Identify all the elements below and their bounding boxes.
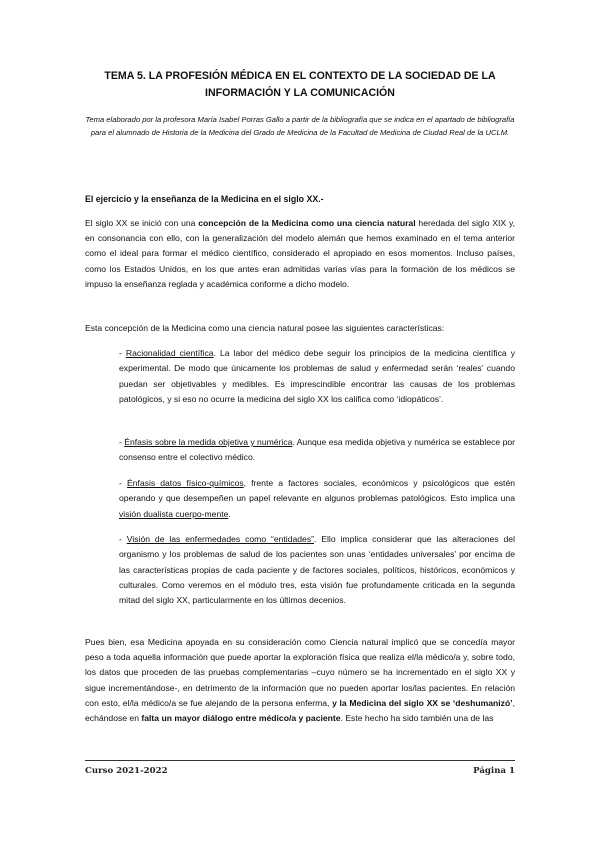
- bullet-term: Énfasis datos físico-químicos: [126, 478, 244, 488]
- bullet-text: . La labor del médico debe seguir los principios de la medicina científica y experimental. De modo que únicamente los problemas de salud y enfermedad serán ‘reales’ cuando puedan ser objetivables y medibles. Es imprescindible encontrar las causas de los problemas patológicos, y si eso no ocurre la medicina del siglo XX los califica como ‘idiopáticos’.: [119, 348, 515, 404]
- intro-bold-concept: concepción de la Medicina como una ciencia natural: [198, 218, 416, 228]
- bullet-dash: -: [119, 437, 125, 447]
- paragraph-characteristics: Esta concepción de la Medicina como una ciencia natural posee las siguientes características:: [85, 323, 445, 333]
- footer-page-number: Página 1: [473, 766, 515, 776]
- author-note: Tema elaborado por la profesora María Isabel Porras Gallo a partir de la bibliografía que se indica en el apartado de bibliografía para el alumnado de Historia de la Medicina del Grado de Medicina de la Facultad de Medicina de Ciudad Real de la UCLM.: [85, 115, 515, 138]
- bullet-text: , frente a factores sociales, económicos y psicológicos que estén operando y que desempeñen un papel relevante en algunos problemas patológicos. Esto implica una: [119, 478, 515, 504]
- conclusion-text-a: Pues bien, esa Medicina apoyada en su consideración como Ciencia natural implicó que se concedía mayor peso a toda aquella información que puede aportar la exploración física que realiza el/la médico/a y, sobre todo, los datos que proceden de las pruebas complementarias –cuyo número se ha incrementado en el siglo XX y sigue incrementándose-, en detrimento de la información que no pueden aportar los/las pacientes. En relación con esto, el/la médico/a se fue alejando de la persona enferma,: [85, 637, 515, 708]
- paragraph-intro: [85, 216, 515, 292]
- bullet-term: Racionalidad científica: [125, 348, 214, 358]
- bullet-dash: -: [119, 534, 127, 544]
- bullet-term-secondary: visión dualista cuerpo-mente: [119, 508, 229, 519]
- bullet-enfasis-datos: [119, 476, 515, 522]
- bullet-dash: -: [119, 478, 127, 488]
- conclusion-bold-deshumanizo: y la Medicina del siglo XX se ‘deshumanizó’: [332, 697, 513, 708]
- conclusion-bold-dialogo: falta un mayor diálogo entre médico/a y paciente: [141, 713, 341, 724]
- page-title: TEMA 5. LA PROFESIÓN MÉDICA EN EL CONTEXTO DE LA SOCIEDAD DE LA INFORMACIÓN Y LA COMUNICACIÓN: [104, 70, 496, 99]
- conclusion-text-c: , echándose en: [85, 697, 515, 724]
- bullet-text: . Aunque esa medida objetiva y numérica se establece por consenso entre el colectivo médico.: [119, 437, 516, 463]
- intro-text-start: El siglo XX se inició con una: [85, 218, 199, 228]
- bullet-vision-entidades: [119, 532, 515, 608]
- conclusion-text-e: . Este hecho ha sido también una de las: [340, 713, 494, 724]
- paragraph-conclusion: [85, 635, 515, 726]
- bullet-end: .: [228, 508, 231, 519]
- intro-text-end: heredada del siglo XIX y, en consonancia con ello, con la generalización del modelo alemán que hemos examinado en el tema anterior como el ideal para formar el médico científico, considerado el apropiado en esos momentos. Incluso países, como los Estados Unidos, en los que antes eran admitidas varias vías para la formación de los médicos se impuso la enseñanza reglada y académica conforme a dicho modelo.: [85, 218, 515, 289]
- bullet-dash: -: [119, 348, 126, 358]
- bullet-term: Visión de las enfermedades como “entidades”: [126, 534, 314, 544]
- bullet-text: . Ello implica considerar que las alteraciones del organismo y los problemas de salud de los pacientes son unas ‘entidades universales’ por encima de las características propias de cada paciente y de factores sociales, políticos, históricos, económicos y culturales. Como veremos en el módulo tres, esta visión fue profundamente criticada en la segunda mitad del siglo XX, particularmente en los últimos decenios.: [119, 534, 515, 606]
- footer-divider: [85, 760, 515, 761]
- footer-course: Curso 2021-2022: [85, 766, 168, 776]
- bullet-term: Énfasis sobre la medida objetiva y numérica: [124, 437, 293, 447]
- bullet-racionalidad: [119, 346, 515, 407]
- bullet-enfasis-medida: [119, 435, 515, 466]
- section-heading: El ejercicio y la enseñanza de la Medicina en el siglo XX.-: [85, 194, 324, 204]
